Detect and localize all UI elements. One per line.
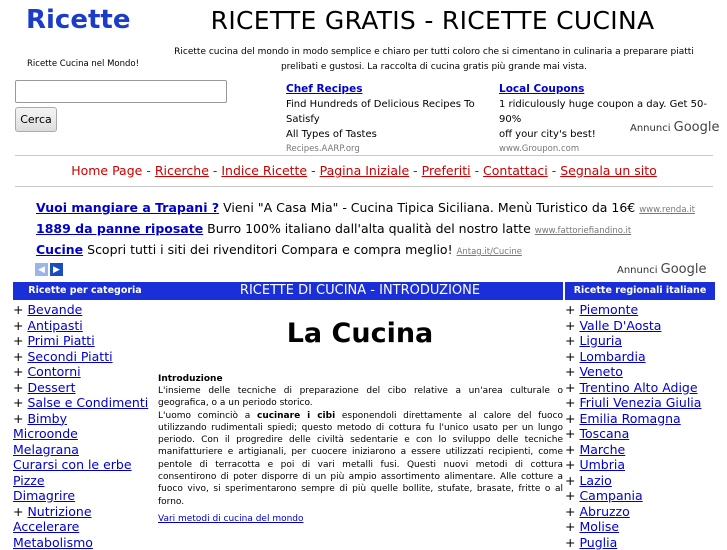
sidebar-item-category[interactable] <box>13 380 157 396</box>
sidebar-item-label[interactable]: Dimagrire <box>13 488 75 503</box>
sidebar-item-category[interactable] <box>13 333 157 349</box>
sidebar-item-category[interactable] <box>13 395 157 411</box>
regional-sidebar-heading: Ricette regionali italiane <box>565 282 715 300</box>
text-bold: cucinare i cibi <box>257 411 335 421</box>
intro-paragraph: L'insieme delle tecniche di preparazione del cibo relative a un'area culturale o geografica, o a un periodo storico. <box>158 385 563 410</box>
sidebar-item-label[interactable]: Lombardia <box>579 349 645 364</box>
text-ad-title[interactable]: Cucine <box>36 242 83 257</box>
sidebar-item-label[interactable]: Bimby <box>27 411 67 426</box>
text: L'uomo cominciò a <box>158 411 257 421</box>
sidebar-item-region[interactable] <box>565 535 715 550</box>
text-ad-title[interactable]: Vuoi mangiare a Trapani ? <box>36 200 219 215</box>
text-ad[interactable] <box>36 200 695 215</box>
main-navigation: Home Page - Ricerche - Indice Ricette - Pagina Iniziale - Preferiti - Contattaci - Segnala un sito <box>15 163 713 178</box>
sidebar-item-label[interactable]: Secondi Piatti <box>27 349 112 364</box>
sidebar-item-category[interactable] <box>13 519 157 535</box>
article-title: La Cucina <box>157 318 563 349</box>
expand-plus-icon[interactable]: + <box>565 457 579 472</box>
site-description: Ricette cucina del mondo in modo semplice e chiaro per tutti coloro che si cimentano in culinaria a preparare piatti prelibati e gustosi. La raccolta di cucina gratis più grande mai vista. <box>158 45 710 75</box>
sidebar-item-label[interactable]: Accelerare <box>13 519 79 534</box>
sidebar-item-label[interactable]: Piemonte <box>579 302 638 317</box>
ad-url[interactable]: Recipes.AARP.org <box>286 142 496 157</box>
sidebar-item-label[interactable]: Marche <box>579 442 625 457</box>
expand-plus-icon[interactable]: + <box>565 442 579 457</box>
text-ad-body: Scopri tutti i siti dei rivenditori Compara e compra meglio! <box>83 242 456 257</box>
sidebar-item-label[interactable]: Antipasti <box>27 318 82 333</box>
expand-plus-icon[interactable]: + <box>565 473 579 488</box>
sidebar-item-region[interactable] <box>565 504 715 520</box>
category-list <box>13 302 157 550</box>
expand-plus-icon[interactable]: + <box>565 395 579 410</box>
ad-text: 1 ridiculously huge coupon a day. Get 50-90% <box>499 97 714 127</box>
text-ad-title[interactable]: 1889 da panne riposate <box>36 221 203 236</box>
text-ad[interactable] <box>36 221 631 236</box>
text-ad-url[interactable]: www.renda.it <box>639 205 695 215</box>
sidebar-item-region[interactable] <box>565 364 715 380</box>
chevron-left-icon[interactable]: ◀ <box>35 263 48 276</box>
sidebar-item-label[interactable]: Campania <box>579 488 642 503</box>
ad-pager <box>35 263 63 276</box>
expand-plus-icon[interactable]: + <box>565 333 579 348</box>
sidebar-item-label[interactable]: Melagrana <box>13 442 79 457</box>
annunci-text: Annunci <box>617 265 657 276</box>
intro-text <box>158 385 563 508</box>
nav-pagina-iniziale[interactable]: Pagina Iniziale <box>320 163 410 178</box>
sidebar-item-label[interactable]: Microonde <box>13 426 78 441</box>
sidebar-item-label[interactable]: Lazio <box>579 473 611 488</box>
site-logo[interactable]: Ricette <box>26 5 130 35</box>
regional-sidebar <box>565 282 715 550</box>
expand-plus-icon[interactable]: + <box>13 333 27 348</box>
sidebar-item-label[interactable]: Metabolismo <box>13 535 93 550</box>
nav-indice-ricette[interactable]: Indice Ricette <box>221 163 307 178</box>
sidebar-item-category[interactable] <box>13 442 157 458</box>
chevron-right-icon[interactable]: ▶ <box>50 263 63 276</box>
search-input[interactable] <box>15 80 227 103</box>
sidebar-item-label[interactable]: Primi Piatti <box>27 333 94 348</box>
search-button[interactable]: Cerca <box>15 107 57 132</box>
search-options-partial <box>15 137 43 143</box>
category-sidebar <box>13 282 157 550</box>
expand-plus-icon[interactable]: + <box>13 380 27 395</box>
expand-plus-icon[interactable]: + <box>13 318 27 333</box>
ad-text: Find Hundreds of Delicious Recipes To Satisfy <box>286 97 496 127</box>
nav-contattaci[interactable]: Contattaci <box>483 163 548 178</box>
sidebar-item-region[interactable] <box>565 473 715 489</box>
nav-segnala-un-sito[interactable]: Segnala un sito <box>560 163 657 178</box>
ad-title[interactable]: Chef Recipes <box>286 82 496 97</box>
expand-plus-icon[interactable]: + <box>13 411 27 426</box>
expand-plus-icon[interactable]: + <box>565 426 579 441</box>
nav-home[interactable]: Home Page <box>71 163 142 178</box>
annunci-text: Annunci <box>630 123 670 134</box>
sidebar-item-category[interactable] <box>13 364 157 380</box>
sidebar-item-label[interactable]: Liguria <box>579 333 622 348</box>
nav-preferiti[interactable]: Preferiti <box>422 163 471 178</box>
text-ad-body: Vieni "A Casa Mia" - Cucina Tipica Siciliana. Menù Turistico da 16€ <box>219 200 639 215</box>
sidebar-item-label[interactable]: Umbria <box>579 457 625 472</box>
expand-plus-icon[interactable]: + <box>565 380 579 395</box>
expand-plus-icon[interactable]: + <box>565 519 579 534</box>
sidebar-item-region[interactable] <box>565 333 715 349</box>
google-ads-label[interactable] <box>630 120 720 135</box>
site-tagline: Ricette Cucina nel Mondo! <box>27 59 139 69</box>
divider <box>15 155 713 156</box>
sidebar-item-region[interactable] <box>565 395 715 411</box>
sidebar-item-label[interactable]: Bevande <box>27 302 82 317</box>
sidebar-item-label[interactable]: Pizze <box>13 473 45 488</box>
category-sidebar-heading: Ricette per categoria <box>13 282 157 300</box>
ad-url[interactable]: www.Groupon.com <box>499 142 714 157</box>
sidebar-item-label[interactable]: Puglia <box>579 535 617 550</box>
expand-plus-icon[interactable]: + <box>13 504 27 519</box>
sidebar-item-label[interactable]: Toscana <box>579 426 629 441</box>
sidebar-item-category[interactable] <box>13 488 157 504</box>
expand-plus-icon[interactable]: + <box>565 318 579 333</box>
text-ad[interactable] <box>36 242 522 257</box>
sidebar-item-category[interactable] <box>13 535 157 550</box>
sidebar-item-region[interactable] <box>565 318 715 334</box>
sidebar-item-label[interactable]: Trentino Alto Adige <box>579 380 697 395</box>
expand-plus-icon[interactable]: + <box>565 504 579 519</box>
expand-plus-icon[interactable]: + <box>565 302 579 317</box>
sidebar-item-region[interactable] <box>565 488 715 504</box>
intro-label: Introduzione <box>158 374 223 384</box>
text-ad-url[interactable]: Antag.it/Cucine <box>457 247 522 257</box>
sidebar-item-category[interactable] <box>13 473 157 489</box>
sidebar-item-label[interactable]: Curarsi con le erbe <box>13 457 132 472</box>
expand-plus-icon[interactable]: + <box>13 349 27 364</box>
divider <box>15 186 713 187</box>
expand-plus-icon[interactable]: + <box>565 349 579 364</box>
google-logo-text: Google <box>674 120 720 135</box>
text-ad-body: Burro 100% italiano dall'alta qualità del nostro latte <box>203 221 535 236</box>
text: esponendoli direttamente al calore del fuoco utilizzando rudimentali spiedi; questo metodo di cottura fu l'unico usato per un lungo periodo. Con il progredire delle civiltà sedentarie e con lo sviluppo delle tecniche manifatturiere e artigianali, per cuocere iniziarono a essere utilizzati recipienti, come pentole di terracotta e poi di vari metalli fusi. Questi nuovi metodi di cottura consentirono di poter disporre di un più ampio assortimento alimentare. Alle cotture a fuoco vivo, si sperimentarono sempre di più quelle bollite, stufate, brasate, fritte o al forno. <box>158 411 563 507</box>
section-heading: RICETTE DI CUCINA - INTRODUZIONE <box>157 282 563 300</box>
sidebar-item-region[interactable] <box>565 380 715 396</box>
sidebar-item-label[interactable]: Nutrizione <box>27 504 91 519</box>
expand-plus-icon[interactable]: + <box>13 395 27 410</box>
intro-paragraph <box>158 410 563 508</box>
sidebar-item-region[interactable] <box>565 411 715 427</box>
sidebar-item-label[interactable]: Salse e Condimenti <box>27 395 148 410</box>
ad-title[interactable]: Local Coupons <box>499 82 714 97</box>
sidebar-item-region[interactable] <box>565 349 715 365</box>
expand-plus-icon[interactable]: + <box>565 535 579 550</box>
sidebar-item-region[interactable] <box>565 302 715 318</box>
sidebar-item-label[interactable]: Veneto <box>579 364 622 379</box>
sponsored-ad-chef-recipes[interactable] <box>286 82 496 136</box>
sidebar-item-region[interactable] <box>565 457 715 473</box>
sidebar-item-category[interactable] <box>13 426 157 442</box>
expand-plus-icon[interactable]: + <box>13 302 27 317</box>
nav-ricerche[interactable]: Ricerche <box>155 163 209 178</box>
page-title: RICETTE GRATIS - RICETTE CUCINA <box>160 6 705 35</box>
sidebar-item-label[interactable]: Dessert <box>27 380 75 395</box>
expand-plus-icon[interactable]: + <box>565 488 579 503</box>
cooking-methods-link[interactable]: Vari metodi di cucina del mondo <box>158 514 304 524</box>
google-ads-label[interactable] <box>617 262 707 277</box>
sidebar-item-label[interactable]: Valle D'Aosta <box>579 318 661 333</box>
sidebar-item-category[interactable] <box>13 457 157 473</box>
sidebar-item-category[interactable] <box>13 504 157 520</box>
region-list <box>565 302 715 550</box>
text-ad-url[interactable]: www.fattoriefiandino.it <box>535 226 631 236</box>
sidebar-item-label[interactable]: Contorni <box>27 364 80 379</box>
expand-plus-icon[interactable]: + <box>565 411 579 426</box>
sidebar-item-label[interactable]: Friuli Venezia Giulia <box>579 395 701 410</box>
sidebar-item-category[interactable] <box>13 411 157 427</box>
sidebar-item-category[interactable] <box>13 318 157 334</box>
ad-text: All Types of Tastes <box>286 127 496 142</box>
sidebar-item-label[interactable]: Abruzzo <box>579 504 629 519</box>
sidebar-item-label[interactable]: Molise <box>579 519 619 534</box>
expand-plus-icon[interactable]: + <box>13 364 27 379</box>
google-logo-text: Google <box>661 262 707 277</box>
sidebar-item-region[interactable] <box>565 519 715 535</box>
ad-text: off your city's best! <box>499 127 714 142</box>
sidebar-item-category[interactable] <box>13 302 157 318</box>
expand-plus-icon[interactable]: + <box>565 364 579 379</box>
sidebar-item-category[interactable] <box>13 349 157 365</box>
sidebar-item-label[interactable]: Emilia Romagna <box>579 411 680 426</box>
sidebar-item-region[interactable] <box>565 426 715 442</box>
sidebar-item-region[interactable] <box>565 442 715 458</box>
